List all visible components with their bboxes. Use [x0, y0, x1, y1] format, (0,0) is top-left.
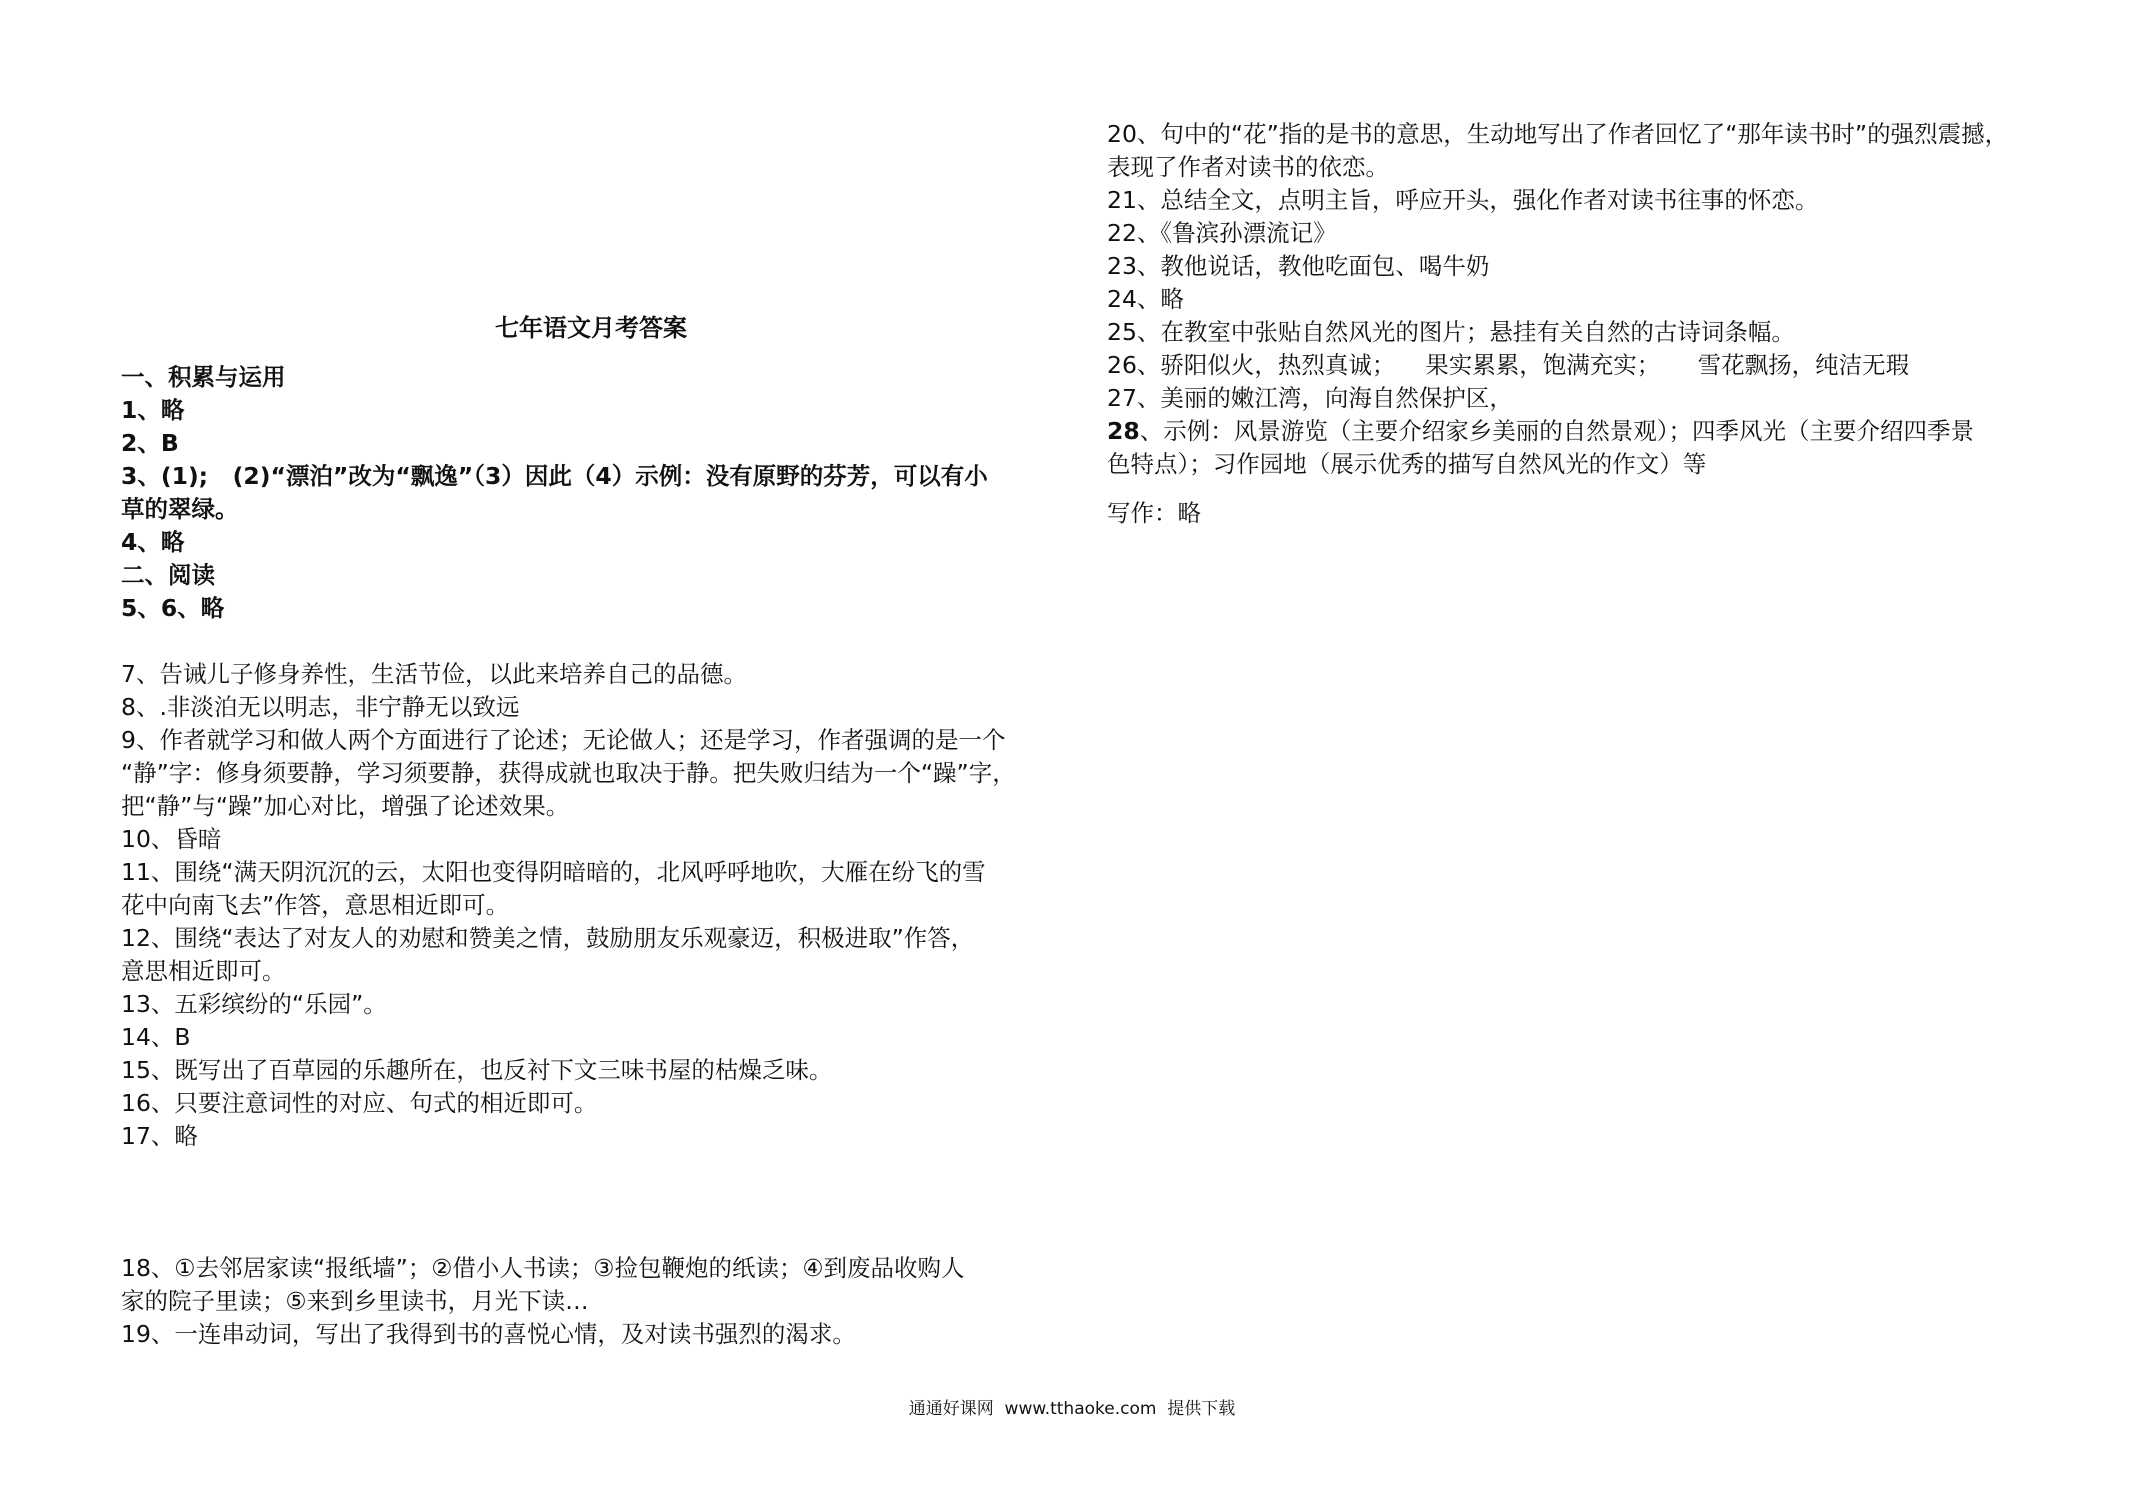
answer-27: 27、美丽的嫩江湾，向海自然保护区，	[1107, 384, 1513, 412]
answer-17: 17、略	[121, 1122, 198, 1150]
answer-1: 1、略	[121, 396, 185, 424]
answer-4: 4、略	[121, 528, 185, 556]
document-title: 七年语文月考答案	[495, 314, 687, 342]
answer-2: 2、B	[121, 429, 179, 457]
answer-9-line-3: 把“静”与“躁”加心对比，增强了论述效果。	[121, 792, 570, 820]
answer-18-line-2: 家的院子里读；⑤来到乡里读书，月光下读…	[121, 1287, 589, 1315]
answer-14: 14、B	[121, 1023, 191, 1051]
answer-9-line-1: 9、作者就学习和做人两个方面进行了论述；无论做人；还是学习，作者强调的是一个	[121, 726, 1006, 754]
answer-11-line-1: 11、围绕“满天阴沉沉的云，太阳也变得阴暗暗的，北风呼呼地吹，大雁在纷飞的雪	[121, 858, 986, 886]
spacer	[121, 625, 1061, 658]
answer-23: 23、教他说话，教他吃面包、喝牛奶	[1107, 252, 1490, 280]
writing-answer: 写作：略	[1107, 499, 1201, 527]
section1-heading: 一、积累与运用	[121, 363, 286, 391]
answer-9-line-2: “静”字：修身须要静，学习须要静，获得成就也取决于静。把失败归结为一个“躁”字，	[121, 759, 1016, 787]
answer-10: 10、昏暗	[121, 825, 222, 853]
answer-3-line-1: 3、(1); (2)“漂泊”改为“飘逸”（3）因此（4）示例：没有原野的芬芳，可以有小	[121, 462, 988, 490]
answer-12-line-2: 意思相近即可。	[121, 957, 286, 985]
answer-8: 8、.非淡泊无以明志，非宁静无以致远	[121, 693, 520, 721]
section2-heading: 二、阅读	[121, 561, 215, 589]
spacer	[121, 1153, 1061, 1252]
answer-24: 24、略	[1107, 285, 1184, 313]
answer-15: 15、既写出了百草园的乐趣所在，也反衬下文三味书屋的枯燥乏味。	[121, 1056, 833, 1084]
answer-28-line-2: 色特点）；习作园地（展示优秀的描写自然风光的作文）等	[1107, 450, 1707, 478]
answer-22: 22、《鲁滨孙漂流记》	[1107, 219, 1337, 247]
answer-21: 21、总结全文，点明主旨，呼应开头，强化作者对读书往事的怀恋。	[1107, 186, 1819, 214]
right-column	[1107, 118, 2042, 530]
answer-11-line-2: 花中向南飞去”作答，意思相近即可。	[121, 891, 510, 919]
answer-26: 26、骄阳似火，热烈真诚； 果实累累，饱满充实； 雪花飘扬，纯洁无瑕	[1107, 351, 1910, 379]
answer-28-number: 28	[1107, 417, 1140, 445]
footer-credit: 通通好课网 www.tthaoke.com 提供下载	[908, 1399, 1236, 1419]
answer-16: 16、只要注意词性的对应、句式的相近即可。	[121, 1089, 598, 1117]
answer-13: 13、五彩缤纷的“乐园”。	[121, 990, 387, 1018]
answer-3-line-2: 草的翠绿。	[121, 495, 239, 523]
left-column	[121, 312, 1061, 1351]
answer-28-text: 、示例：风景游览（主要介绍家乡美丽的自然景观）；四季风光（主要介绍四季景	[1139, 417, 1974, 445]
answer-20-line-2: 表现了作者对读书的依恋。	[1107, 153, 1389, 181]
answer-20-line-1: 20、句中的“花”指的是书的意思，生动地写出了作者回忆了“那年读书时”的强烈震撼，	[1107, 120, 2009, 148]
answer-7: 7、告诫儿子修身养性，生活节俭，以此来培养自己的品德。	[121, 660, 747, 688]
spacer	[1107, 481, 2042, 497]
answer-5-6: 5、6、略	[121, 594, 225, 622]
answer-25: 25、在教室中张贴自然风光的图片；悬挂有关自然的古诗词条幅。	[1107, 318, 1795, 346]
answer-12-line-1: 12、围绕“表达了对友人的劝慰和赞美之情，鼓励朋友乐观豪迈，积极进取”作答，	[121, 924, 975, 952]
answer-18-line-1: 18、①去邻居家读“报纸墙”；②借小人书读；③捡包鞭炮的纸读；④到废品收购人	[121, 1254, 965, 1282]
answer-28-line-1	[1107, 415, 2042, 448]
answer-19: 19、一连串动词，写出了我得到书的喜悦心情，及对读书强烈的渴求。	[121, 1320, 856, 1348]
